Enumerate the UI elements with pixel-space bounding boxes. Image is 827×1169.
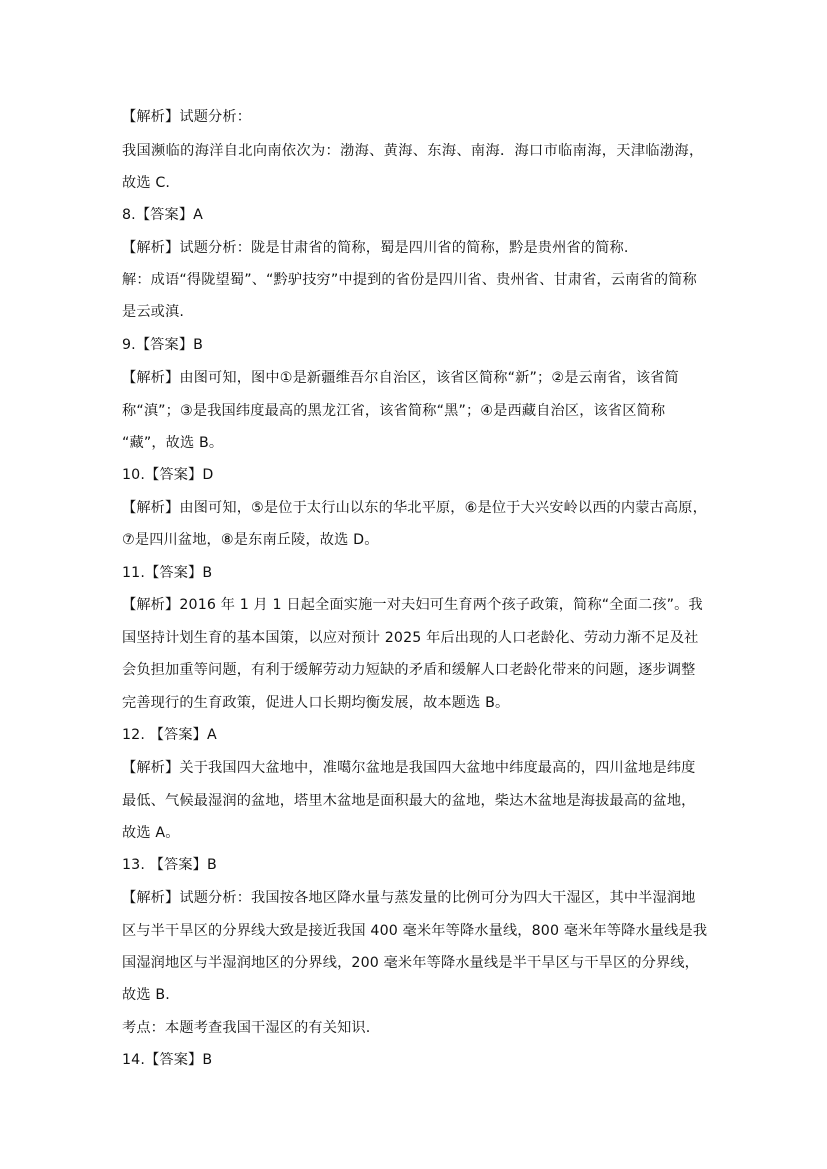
- analysis-13-line-1: 【解析】试题分析：我国按各地区降水量与蒸发量的比例可分为四大干湿区，其中半湿润地: [122, 890, 696, 906]
- analysis-text-7-line-1: 我国濒临的海洋自北向南依次为：渤海、黄海、东海、南海．海口市临南海，天津临渤海，: [122, 143, 704, 159]
- answer-10: 10.【答案】D: [122, 467, 214, 483]
- analysis-12-line-2: 最低、气候最湿润的盆地，塔里木盆地是面积最大的盆地，柴达木盆地是海拔最高的盆地，: [122, 793, 696, 809]
- analysis-heading-7: 【解析】试题分析：: [122, 109, 252, 125]
- analysis-12-line-3: 故选 A。: [122, 825, 180, 841]
- analysis-13-line-2: 区与半干旱区的分界线大致是接近我国 400 毫米年等降水量线，800 毫米年等降水量线是我: [122, 923, 708, 939]
- analysis-11-line-3: 会负担加重等问题，有利于缓解劳动力短缺的矛盾和缓解人口老龄化带来的问题，逐步调整: [122, 662, 696, 678]
- analysis-8-line-3: 是云或滇.: [122, 304, 185, 320]
- answer-14: 14.【答案】B: [122, 1052, 213, 1068]
- answer-8: 8.【答案】A: [122, 207, 204, 223]
- analysis-12-line-1: 【解析】关于我国四大盆地中，准噶尔盆地是我国四大盆地中纬度最高的，四川盆地是纬度: [122, 760, 696, 776]
- analysis-11-line-2: 国坚持计划生育的基本国策，以应对预计 2025 年后出现的人口老龄化、劳动力渐不足及社: [122, 630, 699, 646]
- analysis-8-line-2: 解：成语“得陇望蜀”、“黔驴技穷”中提到的省份是四川省、贵州省、甘肃省，云南省的简称: [122, 272, 697, 288]
- analysis-13-line-4: 故选 B.: [122, 987, 170, 1003]
- answer-12: 12. 【答案】A: [122, 727, 217, 743]
- exam-point-13: 考点：本题考查我国干湿区的有关知识.: [122, 1020, 371, 1036]
- analysis-9-line-3: “藏”，故选 B。: [122, 435, 224, 451]
- answer-11: 11.【答案】B: [122, 565, 213, 581]
- analysis-9-line-2: 称“滇”；③是我国纬度最高的黑龙江省，该省简称“黑”；④是西藏自治区，该省区简称: [122, 403, 666, 419]
- analysis-11-line-1: 【解析】2016 年 1 月 1 日起全面实施一对夫妇可生育两个孩子政策，简称“全面二孩”。我: [122, 597, 703, 613]
- analysis-10-line-1: 【解析】由图可知，⑤是位于太行山以东的华北平原，⑥是位于大兴安岭以西的内蒙古高原，: [122, 500, 707, 516]
- analysis-8-line-1: 【解析】试题分析：陇是甘肃省的简称，蜀是四川省的简称，黔是贵州省的简称.: [122, 240, 629, 256]
- answer-9: 9.【答案】B: [122, 337, 204, 353]
- analysis-9-line-1: 【解析】由图可知，图中①是新疆维吾尔自治区，该省区简称“新”；②是云南省，该省简: [122, 370, 679, 386]
- analysis-text-7-line-2: 故选 C.: [122, 175, 171, 191]
- answer-13: 13. 【答案】B: [122, 857, 217, 873]
- analysis-10-line-2: ⑦是四川盆地，⑧是东南丘陵，故选 D。: [122, 532, 379, 548]
- analysis-13-line-3: 国湿润地区与半湿润地区的分界线，200 毫米年等降水量线是半干旱区与干旱区的分界线，: [122, 955, 700, 971]
- analysis-11-line-4: 完善现行的生育政策，促进人口长期均衡发展，故本题选 B。: [122, 695, 510, 711]
